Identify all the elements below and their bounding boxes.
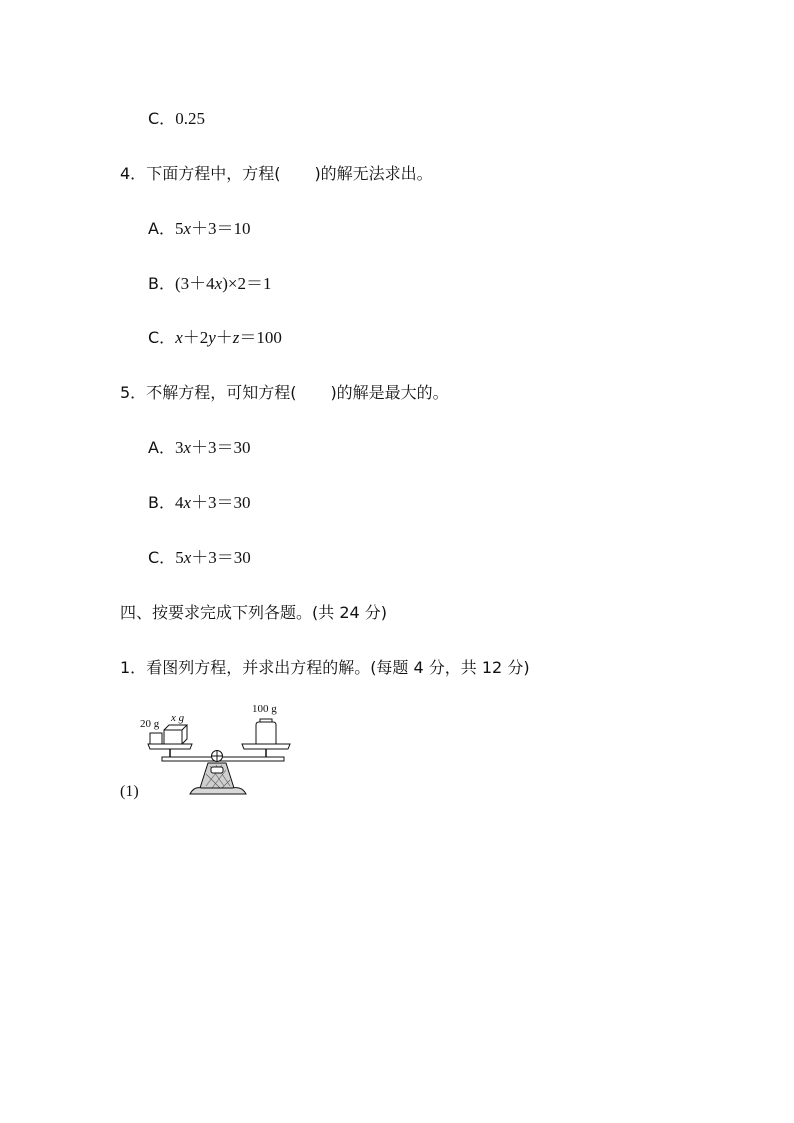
- question-4: 4．下面方程中，方程( )的解无法求出。: [120, 164, 433, 183]
- weight-label-100g: 100 g: [252, 703, 277, 715]
- q5-option-a: A．3x＋3＝30: [148, 438, 251, 457]
- part-label-1: (1): [120, 783, 139, 800]
- question-5: 5．不解方程，可知方程( )的解是最大的。: [120, 383, 449, 402]
- option-c-previous: C．0.25: [148, 109, 205, 128]
- q4-option-b: B．(3＋4x)×2＝1: [148, 274, 272, 293]
- task-1: 1．看图列方程，并求出方程的解。(每题 4 分，共 12 分): [120, 658, 530, 677]
- weight-label-xg: x g: [171, 712, 185, 724]
- box-x-grams: [164, 725, 187, 744]
- weight-100g: [256, 722, 276, 744]
- q4-option-c: C．x＋2y＋z＝100: [148, 328, 282, 347]
- scale-beam: [162, 757, 284, 761]
- weight-label-20g: 20 g: [140, 718, 160, 730]
- right-pan: [242, 744, 290, 749]
- left-pan: [148, 744, 192, 749]
- scale-base: [190, 788, 246, 794]
- q5-option-b: B．4x＋3＝30: [148, 493, 251, 512]
- small-block-20g: [150, 733, 162, 744]
- q4-option-a: A．5x＋3＝10: [148, 219, 251, 238]
- q5-option-c: C．5x＋3＝30: [148, 548, 251, 567]
- scale-dial: [211, 767, 223, 773]
- section-4-heading: 四、按要求完成下列各题。(共 24 分): [120, 603, 388, 622]
- balance-scale-figure: [138, 700, 308, 800]
